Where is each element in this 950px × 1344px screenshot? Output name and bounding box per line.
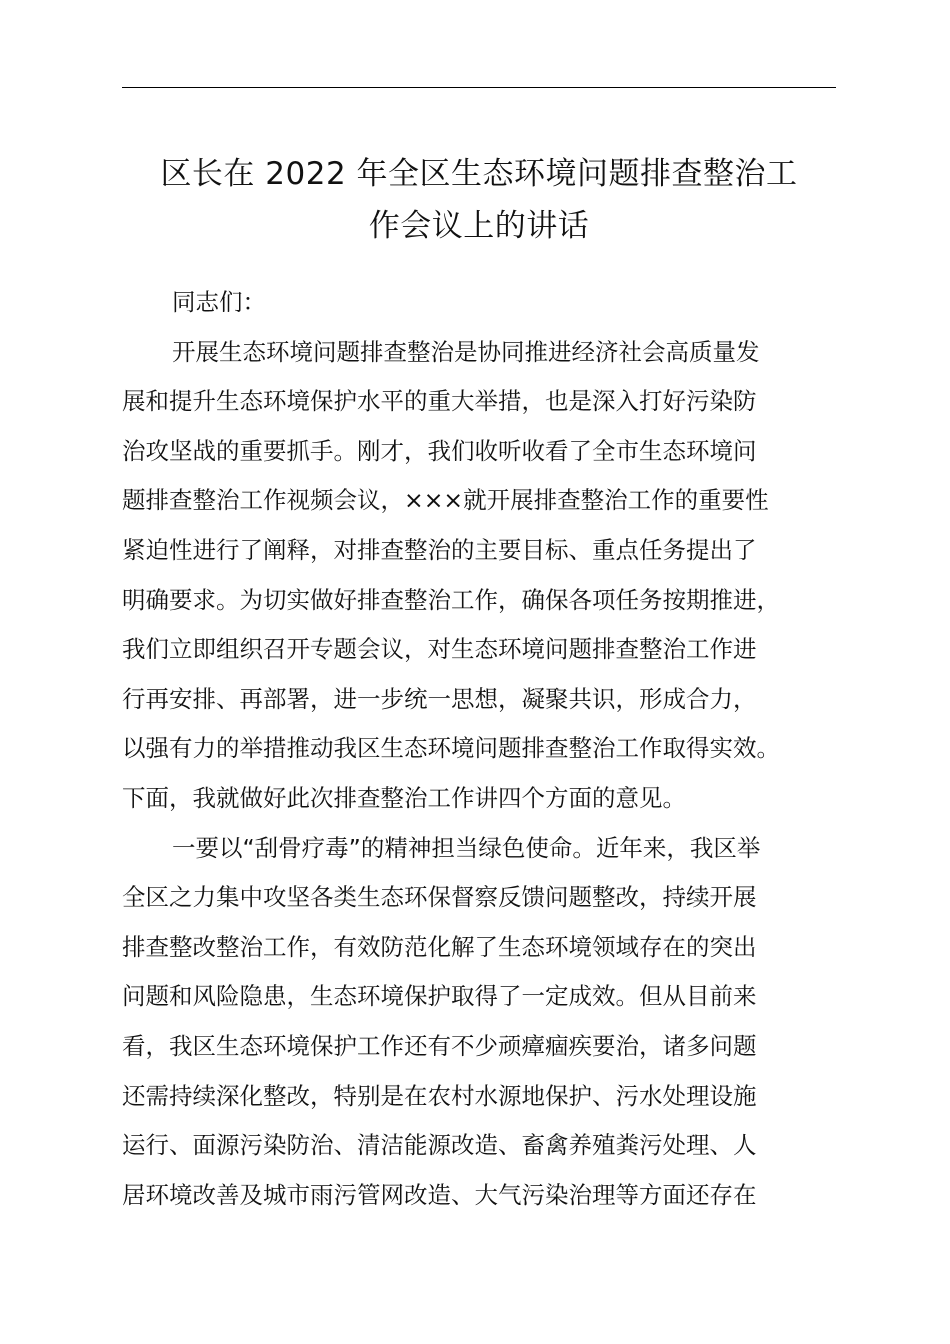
paragraph-line: 治攻坚战的重要抓手。刚才，我们收听收看了全市生态环境问 xyxy=(122,436,757,465)
title-line: 区长在 2022 年全区生态环境问题排查整治工 xyxy=(160,156,798,192)
paragraph-line: 以强有力的举措推动我区生态环境问题排查整治工作取得实效。 xyxy=(122,734,780,763)
paragraph-2 xyxy=(122,824,882,1221)
paragraph-line: 下面，我就做好此次排查整治工作讲四个方面的意见。 xyxy=(122,783,686,812)
title-line: 作会议上的讲话 xyxy=(368,208,590,244)
paragraph-line: 行再安排、再部署，进一步统一思想，凝聚共识，形成合力， xyxy=(122,684,757,713)
paragraph-line: 问题和风险隐患，生态环境保护取得了一定成效。但从目前来 xyxy=(122,982,757,1011)
paragraph-line: 展和提升生态环境保护水平的重大举措，也是深入打好污染防 xyxy=(122,387,757,416)
paragraph-line: 我们立即组织召开专题会议，对生态环境问题排查整治工作进 xyxy=(122,635,757,664)
paragraph-line: 居环境改善及城市雨污管网改造、大气污染治理等方面还存在 xyxy=(122,1180,757,1209)
paragraph-line: 还需持续深化整改，特别是在农村水源地保护、污水处理设施 xyxy=(122,1081,757,1110)
paragraph-line: 运行、面源污染防治、清洁能源改造、畜禽养殖粪污处理、人 xyxy=(122,1131,757,1160)
document-body xyxy=(122,278,882,1220)
paragraph-line: 全区之力集中攻坚各类生态环保督察反馈问题整改，持续开展 xyxy=(122,883,757,912)
paragraph-line: 一要以“刮骨疗毒”的精神担当绿色使命。近年来，我区举 xyxy=(172,833,761,862)
paragraph-line: 排查整改整治工作，有效防范化解了生态环境领域存在的突出 xyxy=(122,932,757,961)
document-title xyxy=(100,148,858,252)
header-rule xyxy=(122,87,836,88)
paragraph-line: 明确要求。为切实做好排查整治工作，确保各项任务按期推进， xyxy=(122,585,780,614)
salutation: 同志们： xyxy=(172,288,266,316)
paragraph-line: 看，我区生态环境保护工作还有不少顽瘴痼疾要治，诸多问题 xyxy=(122,1031,757,1060)
paragraph-1 xyxy=(122,328,882,824)
paragraph-line: 紧迫性进行了阐释，对排查整治的主要目标、重点任务提出了 xyxy=(122,535,757,564)
paragraph-line: 开展生态环境问题排查整治是协同推进经济社会高质量发 xyxy=(172,337,760,366)
paragraph-line: 题排查整治工作视频会议，×××就开展排查整治工作的重要性 xyxy=(122,486,769,515)
